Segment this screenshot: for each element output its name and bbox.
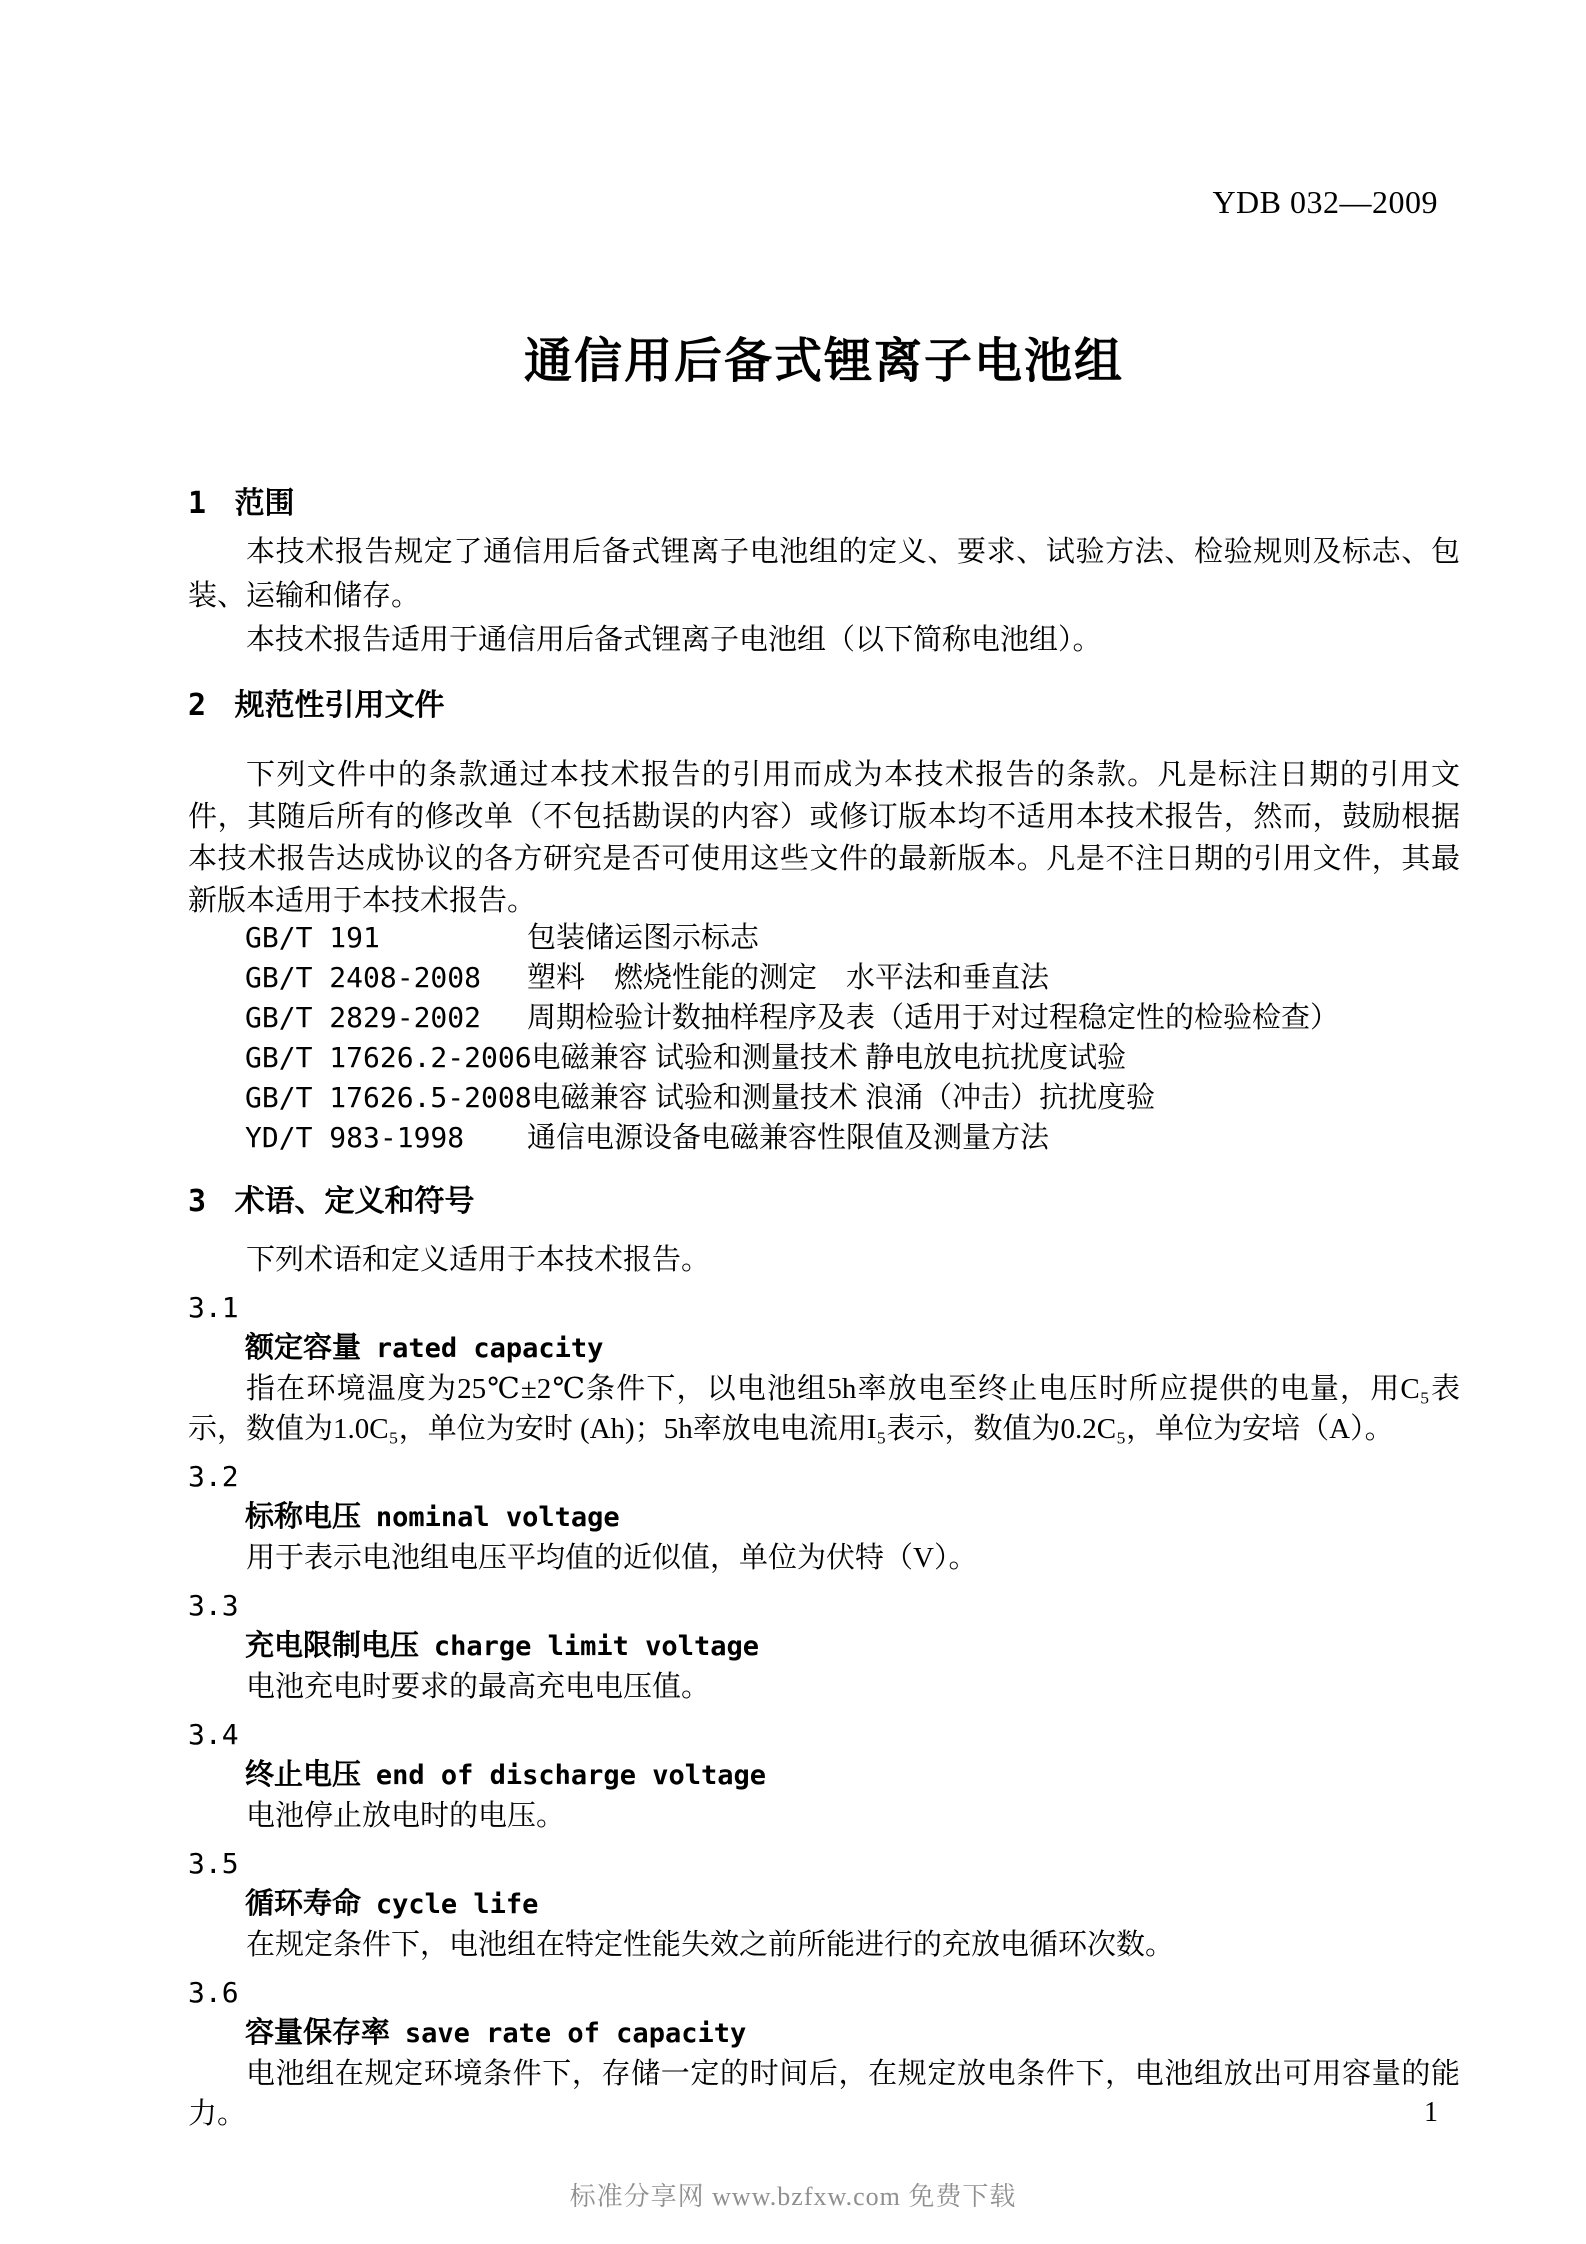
term-definition: 电池组在规定环境条件下，存储一定的时间后，在规定放电条件下，电池组放出可用容量的能力。	[188, 2058, 1460, 2130]
reference-code: GB/T 2408-2008	[245, 961, 482, 994]
section-3-title: 术语、定义和符号	[234, 1185, 475, 1218]
reference-title: 通信电源设备电磁兼容性限值及测量方法	[527, 1122, 1050, 1154]
reference-item	[188, 918, 1460, 958]
reference-title: 电磁兼容 试验和测量技术 静电放电抗扰度试验	[531, 1042, 1127, 1074]
reference-code: GB/T 2829-2002	[245, 1001, 482, 1034]
section-3-heading	[188, 1182, 1460, 1222]
reference-item	[188, 998, 1460, 1038]
reference-item	[188, 1038, 1460, 1078]
term-name-zh: 终止电压	[245, 1759, 362, 1791]
page-number: 1	[1424, 2097, 1438, 2128]
term-definition: 用于表示电池组电压平均值的近似值，单位为伏特（V）。	[246, 1542, 978, 1574]
watermark-footer: 标准分享网 www.bzfxw.com 免费下载	[569, 2182, 1017, 2211]
term-heading	[188, 1626, 1460, 1667]
references-intro: 下列文件中的条款通过本技术报告的引用而成为本技术报告的条款。凡是标注日期的引用文件，其随后所有的修改单（不包括勘误的内容）或修订版本均不适用本技术报告，然而，鼓励根据本技术报告达成协议的各方研究是否可使用这些文件的最新版本。凡是不注日期的引用文件，其最新版本适用于本技术报告。	[188, 759, 1460, 917]
term-number: 3.6	[188, 1976, 239, 2009]
term-name-zh: 容量保存率	[245, 2017, 391, 2049]
term-name-zh: 额定容量	[245, 1332, 362, 1364]
scope-paragraph: 本技术报告规定了通信用后备式锂离子电池组的定义、要求、试验方法、检验规则及标志、包装、运输和储存。	[188, 536, 1460, 612]
section-1-title: 范围	[234, 487, 295, 520]
term-block	[188, 1715, 1460, 1836]
reference-title: 塑料 燃烧性能的测定 水平法和垂直法	[527, 962, 1050, 994]
reference-item	[188, 1118, 1460, 1158]
term-block	[188, 1586, 1460, 1707]
term-definition: 指在环境温度为25℃±2℃条件下，以电池组5h率放电至终止电压时所应提供的电量，用C₅表示，数值为1.0C₅，单位为安时 (Ah)；5h率放电电流用I₅表示，数值为0.2C₅，单位为安培（A）。	[188, 1373, 1460, 1445]
scope-paragraph: 本技术报告适用于通信用后备式锂离子电池组（以下简称电池组）。	[246, 624, 1102, 656]
page-content	[188, 0, 1460, 2134]
reference-title: 周期检验计数抽样程序及表（适用于对过程稳定性的检验检查）	[527, 1002, 1340, 1034]
term-block	[188, 1844, 1460, 1965]
section-1-heading	[188, 484, 1460, 524]
term-number: 3.2	[188, 1460, 239, 1493]
term-name-en: cycle life	[375, 1889, 539, 1920]
term-number: 3.5	[188, 1847, 239, 1880]
term-definition: 电池停止放电时的电压。	[246, 1800, 566, 1832]
reference-item	[188, 1078, 1460, 1118]
reference-code: GB/T 17626.5-2008	[245, 1081, 532, 1114]
term-name-en: rated capacity	[375, 1333, 604, 1364]
term-definition: 电池充电时要求的最高充电电压值。	[246, 1671, 711, 1703]
reference-title: 包装储运图示标志	[527, 922, 760, 954]
term-block	[188, 1288, 1460, 1449]
term-name-zh: 充电限制电压	[245, 1630, 420, 1662]
term-name-en: save rate of capacity	[404, 2018, 747, 2049]
term-heading	[188, 2013, 1460, 2054]
term-heading	[188, 1328, 1460, 1369]
term-block	[188, 1457, 1460, 1578]
term-name-zh: 标称电压	[245, 1501, 362, 1533]
term-block	[188, 1973, 1460, 2134]
term-name-en: nominal voltage	[375, 1502, 620, 1533]
reference-code: YD/T 983-1998	[245, 1121, 465, 1154]
reference-list	[188, 918, 1460, 1158]
section-1-number: 1	[188, 486, 207, 521]
term-number: 3.4	[188, 1718, 239, 1751]
term-number: 3.1	[188, 1291, 239, 1324]
reference-code: GB/T 191	[245, 921, 380, 954]
document-title: 通信用后备式锂离子电池组	[523, 335, 1124, 388]
terms-intro: 下列术语和定义适用于本技术报告。	[246, 1244, 711, 1276]
reference-title: 电磁兼容 试验和测量技术 浪涌（冲击）抗扰度验	[531, 1082, 1156, 1114]
standard-code-header: YDB 032—2009	[1212, 184, 1438, 220]
term-name-en: charge limit voltage	[433, 1631, 759, 1662]
term-heading	[188, 1497, 1460, 1538]
term-heading	[188, 1755, 1460, 1796]
section-2-heading	[188, 686, 1460, 726]
reference-code: GB/T 17626.2-2006	[245, 1041, 532, 1074]
term-heading	[188, 1884, 1460, 1925]
term-number: 3.3	[188, 1589, 239, 1622]
section-3-number: 3	[188, 1184, 207, 1219]
section-2-title: 规范性引用文件	[234, 689, 445, 722]
term-name-en: end of discharge voltage	[375, 1760, 766, 1791]
reference-item	[188, 958, 1460, 998]
term-name-zh: 循环寿命	[245, 1888, 362, 1920]
section-2-number: 2	[188, 688, 207, 723]
term-definition: 在规定条件下，电池组在特定性能失效之前所能进行的充放电循环次数。	[246, 1929, 1175, 1961]
